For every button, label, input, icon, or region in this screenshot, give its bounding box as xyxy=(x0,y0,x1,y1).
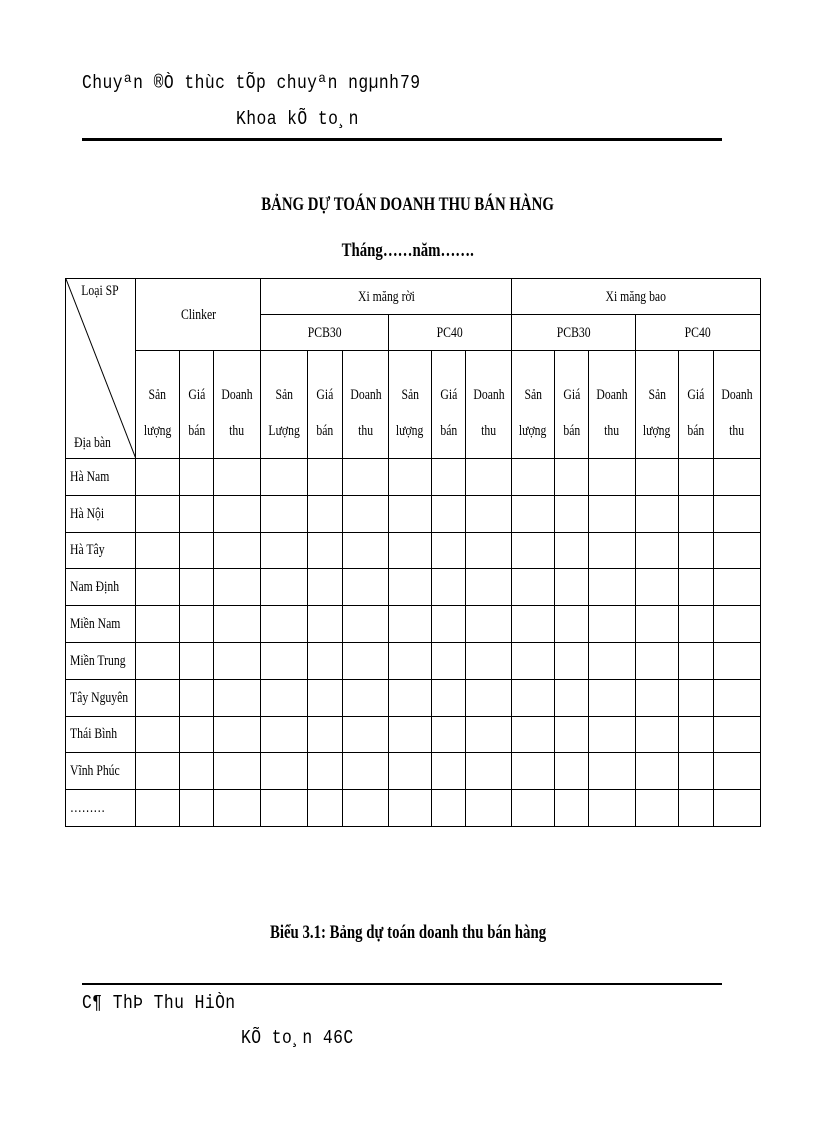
empty-data-cell xyxy=(180,679,214,716)
table-caption: Biểu 3.1: Bảng dự toán doanh thu bán hàng xyxy=(269,922,547,943)
empty-data-cell xyxy=(636,716,679,753)
empty-data-cell xyxy=(432,642,466,679)
empty-data-cell xyxy=(512,753,555,790)
subheader-cell: Doanh thu xyxy=(214,351,261,459)
empty-data-cell xyxy=(180,569,214,606)
empty-data-cell xyxy=(389,753,432,790)
subheader-cell: Giá bán xyxy=(432,351,466,459)
empty-data-cell xyxy=(343,532,389,569)
empty-data-cell xyxy=(136,532,180,569)
empty-data-cell xyxy=(214,679,261,716)
empty-data-cell xyxy=(180,459,214,496)
empty-data-cell xyxy=(512,716,555,753)
empty-data-cell xyxy=(679,716,714,753)
empty-data-cell xyxy=(180,606,214,643)
empty-data-cell xyxy=(214,753,261,790)
table-row xyxy=(66,642,761,679)
empty-data-cell xyxy=(589,606,636,643)
document-subtitle: Tháng……năm……. xyxy=(341,240,475,261)
empty-data-cell xyxy=(214,495,261,532)
empty-data-cell xyxy=(432,532,466,569)
empty-data-cell xyxy=(555,606,589,643)
empty-data-cell xyxy=(512,642,555,679)
empty-data-cell xyxy=(466,459,512,496)
table-row xyxy=(66,532,761,569)
subheader-cell: Giá bán xyxy=(555,351,589,459)
empty-data-cell xyxy=(261,679,308,716)
header-department: Khoa kÕ to¸n xyxy=(236,108,359,130)
empty-data-cell xyxy=(136,569,180,606)
empty-data-cell xyxy=(343,459,389,496)
empty-data-cell xyxy=(214,459,261,496)
subheader-cell: Sản lượng xyxy=(136,351,180,459)
empty-data-cell xyxy=(432,790,466,827)
empty-data-cell xyxy=(589,753,636,790)
empty-data-cell xyxy=(308,642,343,679)
empty-data-cell xyxy=(714,532,761,569)
subheader-cell: Giá bán xyxy=(308,351,343,459)
empty-data-cell xyxy=(343,495,389,532)
empty-data-cell xyxy=(555,459,589,496)
empty-data-cell xyxy=(589,569,636,606)
footer-author: C¶ ThÞ Thu HiÒn xyxy=(82,992,236,1014)
empty-data-cell xyxy=(714,753,761,790)
empty-data-cell xyxy=(136,790,180,827)
region-label: Miền Trung xyxy=(66,642,136,679)
empty-data-cell xyxy=(261,753,308,790)
empty-data-cell xyxy=(512,606,555,643)
empty-data-cell xyxy=(308,679,343,716)
empty-data-cell xyxy=(466,569,512,606)
empty-data-cell xyxy=(636,679,679,716)
subheader-cell: Doanh thu xyxy=(589,351,636,459)
empty-data-cell xyxy=(214,716,261,753)
corner-header-cell xyxy=(66,279,136,459)
empty-data-cell xyxy=(589,716,636,753)
group-xi-mang-roi: Xi măng rời xyxy=(261,279,512,315)
empty-data-cell xyxy=(261,790,308,827)
empty-data-cell xyxy=(136,642,180,679)
group-clinker: Clinker xyxy=(136,279,261,351)
empty-data-cell xyxy=(512,569,555,606)
empty-data-cell xyxy=(136,716,180,753)
empty-data-cell xyxy=(636,569,679,606)
empty-data-cell xyxy=(389,495,432,532)
empty-data-cell xyxy=(180,532,214,569)
empty-data-cell xyxy=(466,495,512,532)
empty-data-cell xyxy=(432,716,466,753)
empty-data-cell xyxy=(636,459,679,496)
empty-data-cell xyxy=(512,790,555,827)
page-number: 79 xyxy=(400,72,421,94)
empty-data-cell xyxy=(214,642,261,679)
empty-data-cell xyxy=(679,495,714,532)
empty-data-cell xyxy=(261,532,308,569)
empty-data-cell xyxy=(343,753,389,790)
footer-rule xyxy=(82,983,722,985)
empty-data-cell xyxy=(136,606,180,643)
empty-data-cell xyxy=(214,790,261,827)
group-xi-mang-bao: Xi măng bao xyxy=(512,279,761,315)
corner-label-region: Địa bàn xyxy=(74,435,111,451)
empty-data-cell xyxy=(555,569,589,606)
footer-class: KÕ to¸n 46C xyxy=(241,1027,354,1049)
empty-data-cell xyxy=(589,679,636,716)
region-label: Tây Nguyên xyxy=(66,679,136,716)
empty-data-cell xyxy=(589,532,636,569)
empty-data-cell xyxy=(714,459,761,496)
subheader-cell: Sản lượng xyxy=(636,351,679,459)
empty-data-cell xyxy=(512,532,555,569)
region-label: Vĩnh Phúc xyxy=(66,753,136,790)
empty-data-cell xyxy=(214,606,261,643)
empty-data-cell xyxy=(679,790,714,827)
empty-data-cell xyxy=(714,642,761,679)
table-row xyxy=(66,606,761,643)
empty-data-cell xyxy=(389,790,432,827)
empty-data-cell xyxy=(589,790,636,827)
empty-data-cell xyxy=(466,753,512,790)
region-label: Hà Nam xyxy=(66,459,136,496)
empty-data-cell xyxy=(589,495,636,532)
subheader-cell: Doanh thu xyxy=(466,351,512,459)
empty-data-cell xyxy=(432,679,466,716)
empty-data-cell xyxy=(466,606,512,643)
empty-data-cell xyxy=(714,569,761,606)
subheader-cell: Sản lượng xyxy=(389,351,432,459)
empty-data-cell xyxy=(432,459,466,496)
subgroup-pc40-bao: PC40 xyxy=(636,315,761,351)
empty-data-cell xyxy=(261,716,308,753)
empty-data-cell xyxy=(555,790,589,827)
empty-data-cell xyxy=(308,569,343,606)
document-title: BẢNG DỰ TOÁN DOANH THU BÁN HÀNG xyxy=(261,194,555,215)
empty-data-cell xyxy=(180,495,214,532)
subheader-cell: Sản lượng xyxy=(512,351,555,459)
region-label: Thái Bình xyxy=(66,716,136,753)
empty-data-cell xyxy=(636,790,679,827)
empty-data-cell xyxy=(389,606,432,643)
header-title: Chuyªn ®Ò thùc tÕp chuyªn ngµnh xyxy=(82,72,400,94)
subheader-cell: Doanh thu xyxy=(343,351,389,459)
empty-data-cell xyxy=(389,679,432,716)
empty-data-cell xyxy=(636,495,679,532)
empty-data-cell xyxy=(261,642,308,679)
empty-data-cell xyxy=(512,459,555,496)
empty-data-cell xyxy=(308,495,343,532)
empty-data-cell xyxy=(679,753,714,790)
empty-data-cell xyxy=(180,642,214,679)
region-label: Hà Tây xyxy=(66,532,136,569)
table-row xyxy=(66,790,761,827)
empty-data-cell xyxy=(636,606,679,643)
empty-data-cell xyxy=(679,532,714,569)
empty-data-cell xyxy=(343,679,389,716)
empty-data-cell xyxy=(636,753,679,790)
empty-data-cell xyxy=(679,642,714,679)
empty-data-cell xyxy=(512,495,555,532)
table-row xyxy=(66,679,761,716)
empty-data-cell xyxy=(136,459,180,496)
table-row xyxy=(66,716,761,753)
empty-data-cell xyxy=(555,642,589,679)
empty-data-cell xyxy=(343,606,389,643)
empty-data-cell xyxy=(389,716,432,753)
empty-data-cell xyxy=(432,753,466,790)
subheader-cell: Sản Lượng xyxy=(261,351,308,459)
empty-data-cell xyxy=(714,716,761,753)
empty-data-cell xyxy=(261,459,308,496)
empty-data-cell xyxy=(214,532,261,569)
empty-data-cell xyxy=(308,606,343,643)
empty-data-cell xyxy=(136,753,180,790)
region-label: ……… xyxy=(66,790,136,827)
empty-data-cell xyxy=(679,606,714,643)
empty-data-cell xyxy=(512,679,555,716)
revenue-forecast-table xyxy=(65,278,761,827)
empty-data-cell xyxy=(180,716,214,753)
region-label: Hà Nội xyxy=(66,495,136,532)
empty-data-cell xyxy=(432,569,466,606)
empty-data-cell xyxy=(636,532,679,569)
empty-data-cell xyxy=(714,679,761,716)
subheader-cell: Doanh thu xyxy=(714,351,761,459)
empty-data-cell xyxy=(714,606,761,643)
empty-data-cell xyxy=(343,569,389,606)
header-rule xyxy=(82,138,722,141)
empty-data-cell xyxy=(343,790,389,827)
empty-data-cell xyxy=(714,790,761,827)
empty-data-cell xyxy=(679,679,714,716)
empty-data-cell xyxy=(589,459,636,496)
empty-data-cell xyxy=(389,569,432,606)
table-row xyxy=(66,495,761,532)
empty-data-cell xyxy=(432,495,466,532)
empty-data-cell xyxy=(343,642,389,679)
empty-data-cell xyxy=(432,606,466,643)
region-label: Nam Định xyxy=(66,569,136,606)
corner-diagonal xyxy=(66,279,136,459)
empty-data-cell xyxy=(555,753,589,790)
empty-data-cell xyxy=(679,459,714,496)
empty-data-cell xyxy=(714,495,761,532)
empty-data-cell xyxy=(308,459,343,496)
empty-data-cell xyxy=(308,753,343,790)
empty-data-cell xyxy=(555,716,589,753)
subgroup-pcb30-bao: PCB30 xyxy=(512,315,636,351)
empty-data-cell xyxy=(343,716,389,753)
empty-data-cell xyxy=(180,753,214,790)
subheader-cell: Giá bán xyxy=(679,351,714,459)
empty-data-cell xyxy=(308,790,343,827)
subgroup-pcb30-roi: PCB30 xyxy=(261,315,389,351)
empty-data-cell xyxy=(589,642,636,679)
empty-data-cell xyxy=(466,790,512,827)
empty-data-cell xyxy=(555,679,589,716)
empty-data-cell xyxy=(308,532,343,569)
empty-data-cell xyxy=(466,716,512,753)
corner-label-product: Loại SP xyxy=(81,283,119,299)
empty-data-cell xyxy=(180,790,214,827)
empty-data-cell xyxy=(261,495,308,532)
empty-data-cell xyxy=(389,642,432,679)
empty-data-cell xyxy=(679,569,714,606)
empty-data-cell xyxy=(466,532,512,569)
empty-data-cell xyxy=(636,642,679,679)
empty-data-cell xyxy=(214,569,261,606)
empty-data-cell xyxy=(261,606,308,643)
empty-data-cell xyxy=(136,495,180,532)
table-row xyxy=(66,459,761,496)
subheader-cell: Giá bán xyxy=(180,351,214,459)
subgroup-pc40-roi: PC40 xyxy=(389,315,512,351)
empty-data-cell xyxy=(555,495,589,532)
empty-data-cell xyxy=(389,459,432,496)
empty-data-cell xyxy=(466,642,512,679)
empty-data-cell xyxy=(555,532,589,569)
region-label: Miền Nam xyxy=(66,606,136,643)
empty-data-cell xyxy=(308,716,343,753)
empty-data-cell xyxy=(389,532,432,569)
table-row xyxy=(66,753,761,790)
table-row xyxy=(66,569,761,606)
empty-data-cell xyxy=(261,569,308,606)
empty-data-cell xyxy=(136,679,180,716)
empty-data-cell xyxy=(466,679,512,716)
